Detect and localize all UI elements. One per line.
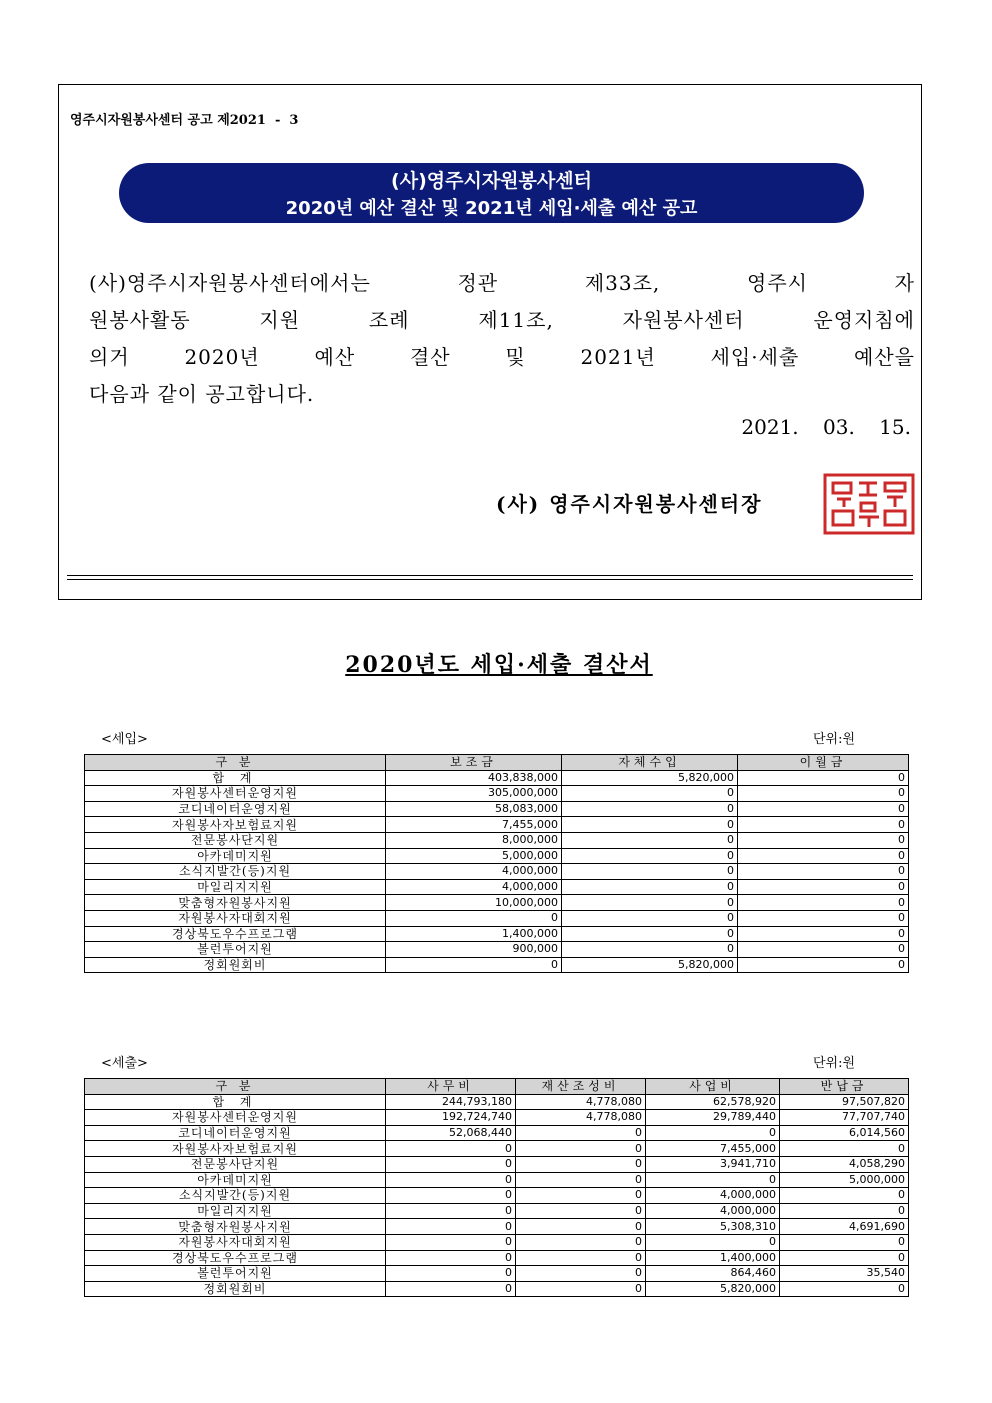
amount-cell: 5,000,000 (780, 1172, 909, 1188)
table-row (85, 910, 909, 926)
table-row (85, 1203, 909, 1219)
row-label: 경상북도우수프로그램 (85, 926, 386, 942)
notice-body (89, 265, 915, 413)
row-label: 자원봉사자대회지원 (85, 910, 386, 926)
column-header: 사무비 (386, 1079, 516, 1095)
column-header: 보조금 (386, 755, 562, 771)
table-row (85, 1125, 909, 1141)
row-label: 마일리지지원 (85, 1203, 386, 1219)
table-row (85, 817, 909, 833)
amount-cell: 0 (386, 1203, 516, 1219)
amount-cell: 0 (738, 770, 909, 786)
amount-cell: 0 (738, 817, 909, 833)
row-label: 마일리지지원 (85, 879, 386, 895)
report-title: 2020년도 세입·세출 결산서 (345, 652, 653, 678)
total-row (85, 1094, 909, 1110)
amount-cell: 0 (386, 1156, 516, 1172)
table-row (85, 942, 909, 958)
notice-date: 2021. 03. 15. (741, 415, 911, 439)
column-header: 사업비 (646, 1079, 780, 1095)
amount-cell: 0 (738, 942, 909, 958)
amount-cell: 0 (738, 864, 909, 880)
amount-cell: 0 (386, 1219, 516, 1235)
banner-line-2: 2020년 예산 결산 및 2021년 세입·세출 예산 공고 (285, 198, 698, 219)
notice-body-line: 의거 2020년 예산 결산 및 2021년 세입·세출 예산을 (89, 345, 915, 369)
row-label: 맞춤형자원봉사지원 (85, 1219, 386, 1235)
issuer-name: (사) 영주시자원봉사센터장 (496, 492, 763, 516)
row-label: 전문봉사단지원 (85, 1156, 386, 1172)
table-row (85, 1172, 909, 1188)
row-label: 자원봉사센터운영지원 (85, 786, 386, 802)
amount-cell: 58,083,000 (386, 801, 562, 817)
amount-cell: 52,068,440 (386, 1125, 516, 1141)
table-row (85, 1156, 909, 1172)
amount-cell: 0 (386, 910, 562, 926)
row-label: 볼런투어지원 (85, 942, 386, 958)
amount-cell: 0 (738, 910, 909, 926)
amount-cell: 8,000,000 (386, 832, 562, 848)
column-header: 재산조성비 (516, 1079, 646, 1095)
column-header: 이월금 (738, 755, 909, 771)
amount-cell: 0 (516, 1125, 646, 1141)
amount-cell: 0 (780, 1203, 909, 1219)
table-row (85, 1250, 909, 1266)
row-label: 자원봉사자대회지원 (85, 1234, 386, 1250)
table-row (85, 1188, 909, 1204)
table-row (85, 1266, 909, 1282)
amount-cell: 0 (562, 832, 738, 848)
amount-cell: 0 (738, 801, 909, 817)
amount-cell: 4,000,000 (386, 864, 562, 880)
expenditure-unit-label: 단위:원 (813, 1056, 856, 1071)
row-label: 맞춤형자원봉사지원 (85, 895, 386, 911)
amount-cell: 0 (738, 848, 909, 864)
amount-cell: 4,691,690 (780, 1219, 909, 1235)
amount-cell: 900,000 (386, 942, 562, 958)
table-row (85, 926, 909, 942)
amount-cell: 0 (516, 1250, 646, 1266)
table-row (85, 1141, 909, 1157)
amount-cell: 0 (562, 848, 738, 864)
table-row (85, 1219, 909, 1235)
row-label: 전문봉사단지원 (85, 832, 386, 848)
row-label: 합 계 (85, 770, 386, 786)
amount-cell: 0 (516, 1156, 646, 1172)
amount-cell: 0 (562, 817, 738, 833)
row-label: 소식지발간(등)지원 (85, 864, 386, 880)
amount-cell: 0 (516, 1203, 646, 1219)
table-header-row (85, 755, 909, 771)
notice-body-line: 다음과 같이 공고합니다. (89, 382, 315, 406)
amount-cell: 0 (516, 1234, 646, 1250)
row-label: 합 계 (85, 1094, 386, 1110)
amount-cell: 4,058,290 (780, 1156, 909, 1172)
divider (67, 579, 913, 580)
table-row (85, 895, 909, 911)
amount-cell: 77,707,740 (780, 1110, 909, 1126)
amount-cell: 4,000,000 (646, 1188, 780, 1204)
row-label: 경상북도우수프로그램 (85, 1250, 386, 1266)
amount-cell: 0 (386, 1188, 516, 1204)
amount-cell: 0 (780, 1250, 909, 1266)
column-header: 반납금 (780, 1079, 909, 1095)
amount-cell: 4,000,000 (646, 1203, 780, 1219)
amount-cell: 0 (516, 1266, 646, 1282)
amount-cell: 62,578,920 (646, 1094, 780, 1110)
amount-cell: 0 (562, 864, 738, 880)
row-label: 소식지발간(등)지원 (85, 1188, 386, 1204)
row-label: 정회원회비 (85, 957, 386, 973)
amount-cell: 5,820,000 (646, 1281, 780, 1297)
row-label: 정회원회비 (85, 1281, 386, 1297)
amount-cell: 0 (738, 786, 909, 802)
amount-cell: 0 (780, 1188, 909, 1204)
amount-cell: 35,540 (780, 1266, 909, 1282)
amount-cell: 0 (738, 879, 909, 895)
notice-banner (119, 163, 864, 223)
amount-cell: 0 (562, 926, 738, 942)
table-row (85, 957, 909, 973)
amount-cell: 0 (386, 1266, 516, 1282)
amount-cell: 4,778,080 (516, 1110, 646, 1126)
amount-cell: 0 (738, 926, 909, 942)
notice-number: 영주시자원봉사센터 공고 제2021 - 3 (70, 113, 299, 128)
row-label: 볼런투어지원 (85, 1266, 386, 1282)
divider (67, 575, 913, 576)
amount-cell: 0 (386, 1172, 516, 1188)
amount-cell: 0 (562, 879, 738, 895)
amount-cell: 0 (386, 1234, 516, 1250)
amount-cell: 0 (516, 1172, 646, 1188)
notice-box (58, 84, 922, 600)
table-header-row (85, 1079, 909, 1095)
amount-cell: 10,000,000 (386, 895, 562, 911)
table-row (85, 1281, 909, 1297)
table-row (85, 801, 909, 817)
table-row (85, 848, 909, 864)
amount-cell: 29,789,440 (646, 1110, 780, 1126)
amount-cell: 0 (562, 895, 738, 911)
amount-cell: 244,793,180 (386, 1094, 516, 1110)
amount-cell: 0 (516, 1188, 646, 1204)
table-row (85, 1110, 909, 1126)
amount-cell: 4,778,080 (516, 1094, 646, 1110)
amount-cell: 0 (516, 1219, 646, 1235)
amount-cell: 97,507,820 (780, 1094, 909, 1110)
amount-cell: 0 (562, 786, 738, 802)
amount-cell: 3,941,710 (646, 1156, 780, 1172)
row-label: 코디네이터운영지원 (85, 1125, 386, 1141)
amount-cell: 7,455,000 (646, 1141, 780, 1157)
row-label: 자원봉사센터운영지원 (85, 1110, 386, 1126)
table-row (85, 864, 909, 880)
amount-cell: 0 (562, 942, 738, 958)
row-label: 자원봉사자보험료지원 (85, 817, 386, 833)
amount-cell: 403,838,000 (386, 770, 562, 786)
amount-cell: 4,000,000 (386, 879, 562, 895)
amount-cell: 0 (386, 1141, 516, 1157)
amount-cell: 0 (386, 1250, 516, 1266)
banner-line-1: (사)영주시자원봉사센터 (391, 170, 592, 192)
column-header: 구 분 (85, 1079, 386, 1095)
amount-cell: 0 (516, 1141, 646, 1157)
row-label: 아카데미지원 (85, 1172, 386, 1188)
amount-cell: 0 (738, 895, 909, 911)
amount-cell: 1,400,000 (646, 1250, 780, 1266)
amount-cell: 0 (516, 1281, 646, 1297)
amount-cell: 305,000,000 (386, 786, 562, 802)
amount-cell: 6,014,560 (780, 1125, 909, 1141)
amount-cell: 5,820,000 (562, 957, 738, 973)
table-row (85, 832, 909, 848)
amount-cell: 0 (562, 801, 738, 817)
amount-cell: 0 (738, 832, 909, 848)
amount-cell: 5,000,000 (386, 848, 562, 864)
row-label: 자원봉사자보험료지원 (85, 1141, 386, 1157)
expenditure-section-label: <세출> (101, 1056, 148, 1071)
amount-cell: 0 (780, 1141, 909, 1157)
amount-cell: 0 (386, 957, 562, 973)
revenue-unit-label: 단위:원 (813, 732, 856, 747)
table-row (85, 1234, 909, 1250)
table-row (85, 786, 909, 802)
amount-cell: 5,308,310 (646, 1219, 780, 1235)
row-label: 아카데미지원 (85, 848, 386, 864)
amount-cell: 192,724,740 (386, 1110, 516, 1126)
revenue-section-label: <세입> (101, 732, 148, 747)
expenditure-table (84, 1078, 909, 1297)
notice-body-line: (사)영주시자원봉사센터에서는 정관 제33조, 영주시 자 (89, 271, 915, 295)
official-seal-icon (823, 473, 915, 535)
notice-body-line: 원봉사활동 지원 조례 제11조, 자원봉사센터 운영지침에 (89, 308, 915, 332)
column-header: 자체수입 (562, 755, 738, 771)
revenue-table (84, 754, 909, 973)
amount-cell: 0 (646, 1234, 780, 1250)
amount-cell: 0 (646, 1125, 780, 1141)
amount-cell: 0 (780, 1234, 909, 1250)
row-label: 코디네이터운영지원 (85, 801, 386, 817)
total-row (85, 770, 909, 786)
amount-cell: 5,820,000 (562, 770, 738, 786)
amount-cell: 0 (386, 1281, 516, 1297)
column-header: 구 분 (85, 755, 386, 771)
amount-cell: 0 (562, 910, 738, 926)
amount-cell: 7,455,000 (386, 817, 562, 833)
amount-cell: 864,460 (646, 1266, 780, 1282)
amount-cell: 0 (738, 957, 909, 973)
amount-cell: 1,400,000 (386, 926, 562, 942)
table-row (85, 879, 909, 895)
amount-cell: 0 (780, 1281, 909, 1297)
amount-cell: 0 (646, 1172, 780, 1188)
